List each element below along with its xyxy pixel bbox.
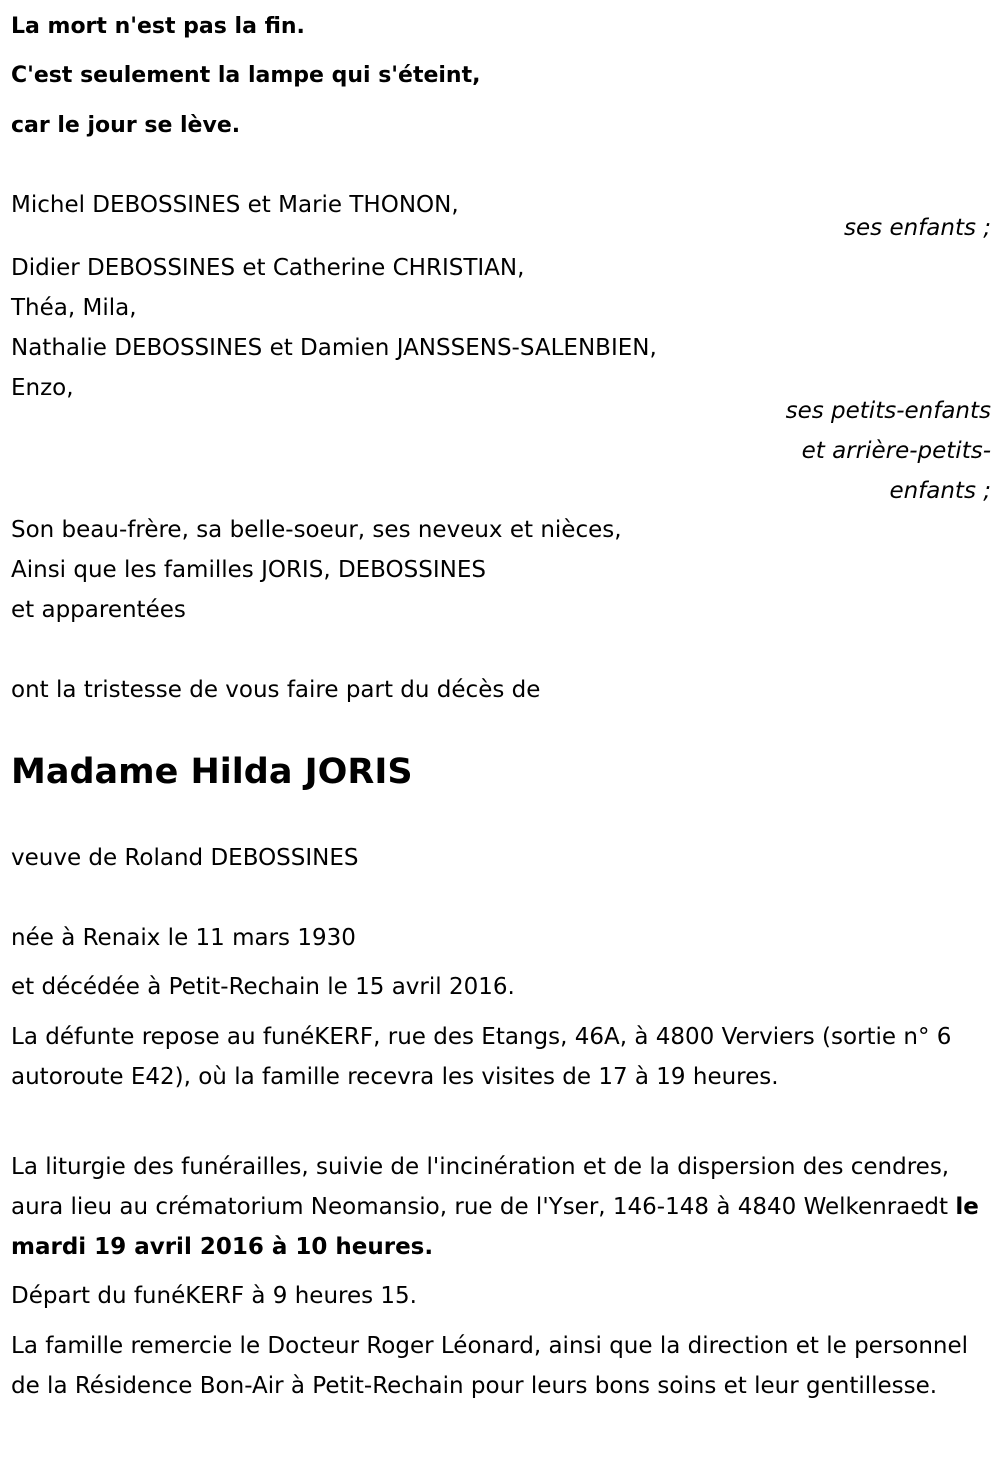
grandchildren-line-3: Nathalie DEBOSSINES et Damien JANSSENS-SALENBIEN,: [11, 335, 657, 361]
grandchildren-line-1: Didier DEBOSSINES et Catherine CHRISTIAN,: [11, 255, 525, 281]
grandchildren-role-line-2: et arrière-petits-: [801, 438, 991, 464]
children-names: Michel DEBOSSINES et Marie THONON,: [11, 192, 459, 218]
family-line-3: et apparentées: [11, 597, 186, 623]
liturgy-date: le mardi 19 avril 2016 à 10 heures.: [11, 1194, 979, 1260]
rest-info: La défunte repose au funéKERF, rue des Etangs, 46A, à 4800 Verviers (sortie n° 6 autoroute E42), où la famille recevra les visites de 17 à 19 heures.: [11, 1024, 952, 1090]
children-role: ses enfants ;: [844, 215, 991, 241]
liturgy-text: La liturgie des funérailles, suivie de l'incinération et de la dispersion des cendres, aura lieu au crématorium Neomansio, rue de l'Yser, 146-148 à 4840 Welkenraedt: [11, 1154, 956, 1220]
departure-info: Départ du funéKERF à 9 heures 15.: [11, 1283, 417, 1309]
grandchildren-line-4: Enzo,: [11, 375, 74, 401]
grandchildren-line-2: Théa, Mila,: [11, 295, 137, 321]
quote-line-3: car le jour se lève.: [11, 113, 241, 138]
liturgy-info: [11, 1147, 991, 1267]
announcement-text: ont la tristesse de vous faire part du décès de: [11, 677, 541, 703]
birth-info: née à Renaix le 11 mars 1930: [11, 925, 356, 951]
family-line-2: Ainsi que les familles JORIS, DEBOSSINES: [11, 557, 486, 583]
grandchildren-role-line-1: ses petits-enfants: [785, 398, 991, 424]
death-info: et décédée à Petit-Rechain le 15 avril 2016.: [11, 974, 515, 1000]
grandchildren-role-line-3: enfants ;: [889, 478, 991, 504]
quote-line-1: La mort n'est pas la fin.: [11, 14, 305, 39]
deceased-name: Madame Hilda JORIS: [11, 752, 413, 792]
quote-line-2: C'est seulement la lampe qui s'éteint,: [11, 63, 481, 88]
thanks-text: La famille remercie le Docteur Roger Léonard, ainsi que la direction et le personnel de la Résidence Bon-Air à Petit-Rechain pour leurs bons soins et leur gentillesse.: [11, 1333, 969, 1399]
widow-of: veuve de Roland DEBOSSINES: [11, 845, 359, 871]
family-line-1: Son beau-frère, sa belle-soeur, ses neveux et nièces,: [11, 517, 622, 543]
